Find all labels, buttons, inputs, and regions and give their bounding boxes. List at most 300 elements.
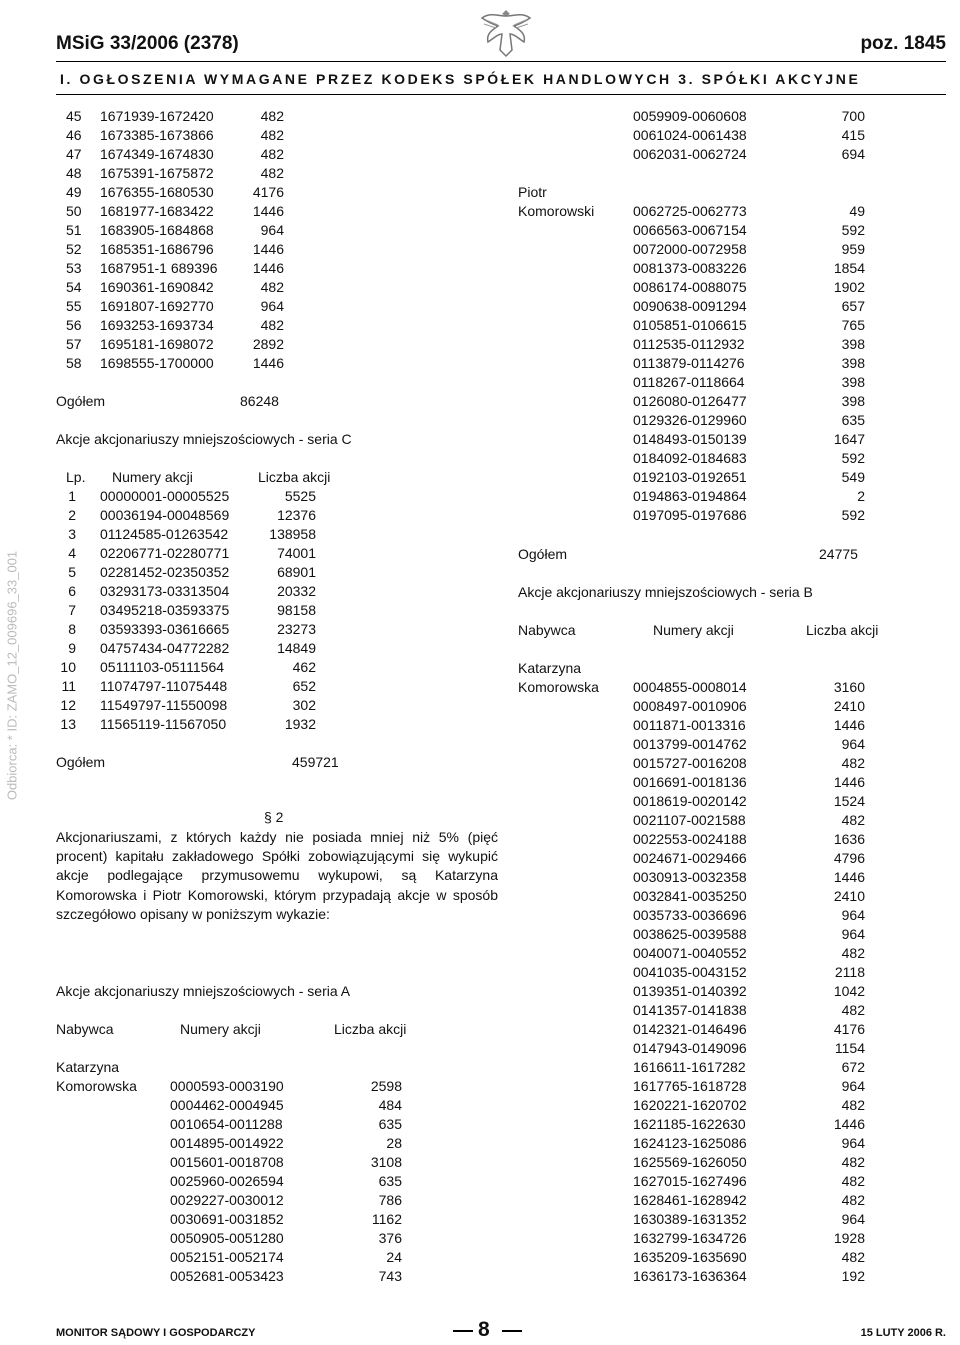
cell-numbers: 0025960-0026594 <box>170 1173 284 1189</box>
table-row <box>170 1267 402 1286</box>
table-row <box>633 126 865 145</box>
cell-numbers: 0038625-0039588 <box>633 926 747 942</box>
cell-count: 635 <box>378 1116 402 1132</box>
series-b-title: Akcje akcjonariuszy mniejszościowych - seria B <box>518 584 813 600</box>
table-row <box>633 735 865 754</box>
cell-lp: 58 <box>66 355 82 371</box>
cell-count: 482 <box>260 165 284 181</box>
series-a-header <box>56 1020 426 1039</box>
cell-numbers: 1685351-1686796 <box>100 241 214 257</box>
footer-date: 15 LUTY 2006 R. <box>860 1327 946 1339</box>
cell-count: 415 <box>841 127 865 143</box>
table-row <box>56 278 306 297</box>
cell-count: 482 <box>841 1097 865 1113</box>
cell-numbers: 11565119-11567050 <box>100 716 227 732</box>
cell-count: 482 <box>841 1154 865 1170</box>
cell-numbers: 1625569-1626050 <box>633 1154 747 1170</box>
header-rule-bottom <box>56 94 946 95</box>
cell-numbers: 0024671-0029466 <box>633 850 747 866</box>
cell-count: 1854 <box>833 260 865 276</box>
cell-count: 964 <box>260 222 284 238</box>
cell-numbers: 0066563-0067154 <box>633 222 747 238</box>
cell-lp: 6 <box>68 583 76 599</box>
cell-numbers: 1687951-1 689396 <box>100 260 218 276</box>
section-title: I. OGŁOSZENIA WYMAGANE PRZEZ KODEKS SPÓŁEK HANDLOWYCH 3. SPÓŁKI AKCYJNE <box>60 71 861 87</box>
left-top-table <box>56 107 306 373</box>
cell-numbers: 0141357-0141838 <box>633 1002 747 1018</box>
cell-count: 398 <box>841 355 865 371</box>
cell-count: 2598 <box>370 1078 402 1094</box>
table-row <box>56 715 356 734</box>
cell-numbers: 01124585-01263542 <box>100 526 229 542</box>
cell-count: 1154 <box>834 1040 865 1056</box>
table-row <box>56 240 306 259</box>
table-row <box>633 1001 865 1020</box>
cell-count: 482 <box>260 146 284 162</box>
table-row <box>633 1153 865 1172</box>
cell-count: 1902 <box>833 279 865 295</box>
cell-lp: 9 <box>68 640 76 656</box>
cell-count: 635 <box>378 1173 402 1189</box>
cell-numbers: 05111103-05111564 <box>100 659 225 675</box>
table-row <box>56 620 356 639</box>
cell-numbers: 1675391-1675872 <box>100 165 214 181</box>
cell-numbers: 0021107-0021588 <box>633 812 746 828</box>
polish-eagle-emblem <box>478 4 534 60</box>
table-row <box>633 487 865 506</box>
cell-numbers: 11074797-11075448 <box>100 678 228 694</box>
cell-count: 20332 <box>277 583 316 599</box>
cell-numbers: 11549797-11550098 <box>100 697 228 713</box>
cell-count: 657 <box>841 298 865 314</box>
cell-count: 1162 <box>371 1211 402 1227</box>
table-row <box>633 373 865 392</box>
table-row <box>633 811 865 830</box>
table-row <box>633 982 865 1001</box>
cell-numbers: 0062031-0062724 <box>633 146 747 162</box>
table-row <box>170 1172 402 1191</box>
cell-lp: 54 <box>66 279 82 295</box>
cell-count: 635 <box>841 412 865 428</box>
cell-count: 68901 <box>277 564 316 580</box>
cell-count: 138958 <box>269 526 316 542</box>
cell-lp: 2 <box>68 507 76 523</box>
cell-count: 964 <box>260 298 284 314</box>
table-row <box>56 601 356 620</box>
cell-numbers: 0030691-0031852 <box>170 1211 284 1227</box>
series-b-buyer <box>518 659 599 697</box>
table-row <box>56 696 356 715</box>
cell-count: 482 <box>841 1173 865 1189</box>
cell-lp: 5 <box>68 564 76 580</box>
cell-numbers: 1676355-1680530 <box>100 184 214 200</box>
cell-lp: 51 <box>66 222 82 238</box>
cell-count: 700 <box>841 108 865 124</box>
table-row <box>633 506 865 525</box>
cell-numbers: 02281452-02350352 <box>100 564 230 580</box>
table-row <box>170 1077 402 1096</box>
cell-count: 398 <box>841 336 865 352</box>
cell-numbers: 00000001-00005525 <box>100 488 230 504</box>
table-row <box>633 697 865 716</box>
cell-lp: 55 <box>66 298 82 314</box>
total-1-value: 86248 <box>240 393 279 409</box>
table-row <box>633 107 865 126</box>
table-row <box>170 1096 402 1115</box>
table-row <box>56 658 356 677</box>
cell-count: 28 <box>386 1135 402 1151</box>
cell-numbers: 0014895-0014922 <box>170 1135 284 1151</box>
cell-lp: 50 <box>66 203 82 219</box>
table-row <box>56 221 306 240</box>
cell-numbers: 1616611-1617282 <box>633 1059 746 1075</box>
cell-count: 592 <box>841 450 865 466</box>
cell-count: 592 <box>841 222 865 238</box>
table-row <box>633 1229 865 1248</box>
table-row <box>170 1115 402 1134</box>
cell-numbers: 0061024-0061438 <box>633 127 747 143</box>
table-row <box>56 354 306 373</box>
cell-numbers: 0030913-0032358 <box>633 869 747 885</box>
table-row <box>633 1172 865 1191</box>
cell-numbers: 0126080-0126477 <box>633 393 747 409</box>
series-c-header <box>56 468 356 487</box>
cell-count: 1446 <box>833 774 865 790</box>
footer-publication: MONITOR SĄDOWY I GOSPODARCZY <box>56 1327 256 1339</box>
cell-lp: 1 <box>68 488 76 504</box>
cell-numbers: 0035733-0036696 <box>633 907 747 923</box>
cell-numbers: 1698555-1700000 <box>100 355 214 371</box>
cell-count: 24 <box>386 1249 402 1265</box>
table-row <box>633 335 865 354</box>
cell-numbers: 0013799-0014762 <box>633 736 747 752</box>
series-b-table <box>633 678 865 1286</box>
table-row <box>633 392 865 411</box>
cell-lp: 53 <box>66 260 82 276</box>
cell-count: 1446 <box>252 355 284 371</box>
cell-count: 1446 <box>252 260 284 276</box>
cell-lp: 52 <box>66 241 82 257</box>
cell-count: 592 <box>841 507 865 523</box>
table-row <box>633 1267 865 1286</box>
piotr-table <box>633 202 865 525</box>
cell-numbers: 03593393-03616665 <box>100 621 230 637</box>
cell-count: 4176 <box>833 1021 865 1037</box>
cell-count: 1042 <box>833 983 865 999</box>
table-row <box>633 240 865 259</box>
series-a-title: Akcje akcjonariuszy mniejszościowych - seria A <box>56 983 351 999</box>
cell-count: 694 <box>841 146 865 162</box>
cell-numbers: 0147943-0149096 <box>633 1040 747 1056</box>
cell-lp: 13 <box>60 716 76 732</box>
table-row <box>633 868 865 887</box>
table-row <box>633 221 865 240</box>
cell-count: 398 <box>841 393 865 409</box>
cell-numbers: 02206771-02280771 <box>100 545 230 561</box>
cell-numbers: 1632799-1634726 <box>633 1230 747 1246</box>
cell-count: 1446 <box>833 1116 865 1132</box>
table-row <box>633 830 865 849</box>
cell-count: 482 <box>841 1002 865 1018</box>
cell-numbers: 1681977-1683422 <box>100 203 214 219</box>
table-row <box>633 1210 865 1229</box>
cell-numbers: 03495218-03593375 <box>100 602 230 618</box>
table-row <box>633 716 865 735</box>
cell-numbers: 1621185-1622630 <box>633 1116 746 1132</box>
cell-count: 1446 <box>252 203 284 219</box>
cell-count: 1928 <box>833 1230 865 1246</box>
table-row <box>633 297 865 316</box>
cell-count: 12376 <box>277 507 316 523</box>
cell-lp: 49 <box>66 184 82 200</box>
cell-count: 2118 <box>834 964 865 980</box>
buyer-piotr-last: Komorowski <box>518 203 595 219</box>
cell-count: 1446 <box>252 241 284 257</box>
cell-numbers: 0018619-0020142 <box>633 793 747 809</box>
paragraph-mark: § 2 <box>264 809 284 825</box>
series-a-header-numbers: Numery akcji <box>180 1021 261 1037</box>
table-row <box>56 525 356 544</box>
cell-count: 14849 <box>277 640 316 656</box>
cell-count: 964 <box>841 736 865 752</box>
cell-numbers: 0197095-0197686 <box>633 507 747 523</box>
table-row <box>170 1153 402 1172</box>
cell-count: 765 <box>841 317 865 333</box>
table-row <box>633 202 865 221</box>
cell-numbers: 1624123-1625086 <box>633 1135 747 1151</box>
right-total-label: Ogółem <box>518 546 568 562</box>
cell-numbers: 0059909-0060608 <box>633 108 747 124</box>
cell-numbers: 0184092-0184683 <box>633 450 747 466</box>
table-row <box>633 278 865 297</box>
cell-count: 2892 <box>252 336 284 352</box>
table-row <box>170 1210 402 1229</box>
table-row <box>170 1134 402 1153</box>
table-row <box>56 202 306 221</box>
cell-numbers: 0052151-0052174 <box>170 1249 284 1265</box>
cell-lp: 45 <box>66 108 82 124</box>
table-row <box>56 544 356 563</box>
table-row <box>633 792 865 811</box>
cell-lp: 48 <box>66 165 82 181</box>
buyer-piotr <box>518 183 594 221</box>
cell-count: 74001 <box>277 545 316 561</box>
table-row <box>633 411 865 430</box>
cell-count: 462 <box>292 659 316 675</box>
paragraph-text: Akcjonariuszami, z których każdy nie posiada mniej niż 5% (pięć procent) kapitału zakładowego Spółki zobowiązującymi się wykupić akcje podlegające przymusowemu wykupowi, są Katarzyna Komorowska i Piotr Komorowski, którym przypadają akcje w sposób szczegółowo opisany w poniższym wykazie: <box>56 829 498 922</box>
table-row <box>56 487 356 506</box>
cell-numbers: 0041035-0043152 <box>633 964 747 980</box>
series-b-buyer-first: Katarzyna <box>518 660 582 676</box>
cell-count: 192 <box>841 1268 865 1284</box>
cell-lp: 47 <box>66 146 82 162</box>
table-row <box>56 107 306 126</box>
cell-count: 1446 <box>833 869 865 885</box>
cell-count: 1524 <box>833 793 865 809</box>
cell-numbers: 1635209-1635690 <box>633 1249 747 1265</box>
cell-count: 398 <box>841 374 865 390</box>
cell-count: 482 <box>260 279 284 295</box>
cell-numbers: 0062725-0062773 <box>633 203 747 219</box>
cell-numbers: 0008497-0010906 <box>633 698 747 714</box>
cell-numbers: 0139351-0140392 <box>633 983 747 999</box>
cell-numbers: 0090638-0091294 <box>633 298 747 314</box>
series-a-header-buyer: Nabywca <box>56 1021 114 1037</box>
cell-numbers: 0004462-0004945 <box>170 1097 284 1113</box>
table-row <box>56 677 356 696</box>
series-b-header-count: Liczba akcji <box>806 622 879 638</box>
table-row <box>633 773 865 792</box>
cell-numbers: 04757434-04772282 <box>100 640 230 656</box>
table-row <box>633 1248 865 1267</box>
cell-numbers: 1673385-1673866 <box>100 127 214 143</box>
table-row <box>56 259 306 278</box>
cell-numbers: 0011871-0013316 <box>633 717 746 733</box>
header-rule-top <box>56 61 946 62</box>
footer-line-right <box>502 1330 522 1332</box>
cell-count: 3108 <box>370 1154 402 1170</box>
cell-count: 2 <box>857 488 865 504</box>
total-1 <box>56 392 306 411</box>
series-b-header-numbers: Numery akcji <box>653 622 734 638</box>
cell-count: 964 <box>841 1078 865 1094</box>
recipient-watermark: Odbiorca: * ID: ZAMO_12_009696_33_001 <box>4 550 20 801</box>
table-row <box>633 1039 865 1058</box>
cell-lp: 46 <box>66 127 82 143</box>
cell-numbers: 1691807-1692770 <box>100 298 214 314</box>
table-row <box>633 430 865 449</box>
cell-count: 964 <box>841 907 865 923</box>
footer-line-left <box>453 1330 473 1332</box>
cell-numbers: 1627015-1627496 <box>633 1173 747 1189</box>
cell-numbers: 0050905-0051280 <box>170 1230 284 1246</box>
cell-numbers: 0112535-0112932 <box>633 336 745 352</box>
cell-numbers: 0194863-0194864 <box>633 488 747 504</box>
table-row <box>56 582 356 601</box>
cell-count: 1446 <box>833 717 865 733</box>
cell-numbers: 0004855-0008014 <box>633 679 747 695</box>
cell-count: 482 <box>841 945 865 961</box>
position-number: poz. 1845 <box>860 33 946 54</box>
cell-numbers: 1695181-1698072 <box>100 336 214 352</box>
cell-numbers: 0081373-0083226 <box>633 260 747 276</box>
table-row <box>56 164 306 183</box>
series-c-header-lp: Lp. <box>66 469 86 485</box>
table-row <box>633 259 865 278</box>
table-row <box>56 639 356 658</box>
cell-count: 652 <box>292 678 316 694</box>
cell-numbers: 1674349-1674830 <box>100 146 214 162</box>
cell-count: 2410 <box>833 888 865 904</box>
cell-count: 376 <box>378 1230 402 1246</box>
cell-numbers: 1690361-1690842 <box>100 279 214 295</box>
cell-lp: 11 <box>61 678 76 694</box>
table-row <box>633 468 865 487</box>
table-row <box>633 963 865 982</box>
table-row <box>633 1096 865 1115</box>
cell-count: 1647 <box>833 431 865 447</box>
cell-lp: 57 <box>66 336 82 352</box>
series-b-buyer-last: Komorowska <box>518 679 599 695</box>
cell-lp: 3 <box>68 526 76 542</box>
cell-lp: 8 <box>68 621 76 637</box>
cell-count: 4176 <box>252 184 284 200</box>
cell-count: 23273 <box>277 621 316 637</box>
cell-numbers: 0192103-0192651 <box>633 469 747 485</box>
series-a-buyer-first: Katarzyna <box>56 1059 120 1075</box>
table-row <box>56 183 306 202</box>
cell-numbers: 0148493-0150139 <box>633 431 747 447</box>
cell-lp: 10 <box>60 659 76 675</box>
table-row <box>633 1020 865 1039</box>
cell-count: 4796 <box>833 850 865 866</box>
table-row <box>56 316 306 335</box>
table-row <box>633 1191 865 1210</box>
cell-numbers: 0010654-0011288 <box>170 1116 283 1132</box>
cell-numbers: 03293173-03313504 <box>100 583 230 599</box>
cell-numbers: 0029227-0030012 <box>170 1192 284 1208</box>
cell-numbers: 00036194-00048569 <box>100 507 230 523</box>
series-a-table <box>170 1077 402 1286</box>
cell-numbers: 0015727-0016208 <box>633 755 747 771</box>
cell-numbers: 1683905-1684868 <box>100 222 214 238</box>
cell-numbers: 0000593-0003190 <box>170 1078 284 1094</box>
cell-lp: 4 <box>68 545 76 561</box>
cell-count: 959 <box>841 241 865 257</box>
cell-count: 482 <box>841 1192 865 1208</box>
series-a-buyer-last: Komorowska <box>56 1078 137 1094</box>
table-row <box>633 449 865 468</box>
table-row <box>633 849 865 868</box>
series-a-buyer <box>56 1058 137 1096</box>
cell-count: 484 <box>378 1097 402 1113</box>
cell-numbers: 1636173-1636364 <box>633 1268 747 1284</box>
cell-count: 482 <box>260 127 284 143</box>
cell-numbers: 0052681-0053423 <box>170 1268 284 1284</box>
cell-numbers: 0086174-0088075 <box>633 279 747 295</box>
cell-count: 549 <box>841 469 865 485</box>
cell-numbers: 1693253-1693734 <box>100 317 214 333</box>
cell-count: 743 <box>378 1268 402 1284</box>
cell-numbers: 1671939-1672420 <box>100 108 214 124</box>
cell-count: 482 <box>841 755 865 771</box>
table-row <box>170 1229 402 1248</box>
table-row <box>633 316 865 335</box>
table-row <box>633 1077 865 1096</box>
cell-numbers: 0072000-0072958 <box>633 241 747 257</box>
cell-lp: 7 <box>68 602 76 618</box>
total-2-value: 459721 <box>292 754 339 770</box>
cell-numbers: 0022553-0024188 <box>633 831 747 847</box>
right-total <box>518 545 864 564</box>
cell-count: 964 <box>841 926 865 942</box>
cell-count: 302 <box>292 697 316 713</box>
series-c-title: Akcje akcjonariuszy mniejszościowych - seria C <box>56 431 352 447</box>
total-2-label: Ogółem <box>56 754 106 770</box>
journal-issue: MSiG 33/2006 (2378) <box>56 33 239 54</box>
table-row <box>633 145 865 164</box>
cell-numbers: 1620221-1620702 <box>633 1097 747 1113</box>
table-row <box>56 335 306 354</box>
cell-numbers: 0142321-0146496 <box>633 1021 747 1037</box>
cell-numbers: 0032841-0035250 <box>633 888 747 904</box>
cell-numbers: 0015601-0018708 <box>170 1154 284 1170</box>
cell-count: 5525 <box>284 488 316 504</box>
cell-count: 672 <box>841 1059 865 1075</box>
total-2 <box>56 753 356 772</box>
cell-count: 1932 <box>284 716 316 732</box>
table-row <box>56 126 306 145</box>
